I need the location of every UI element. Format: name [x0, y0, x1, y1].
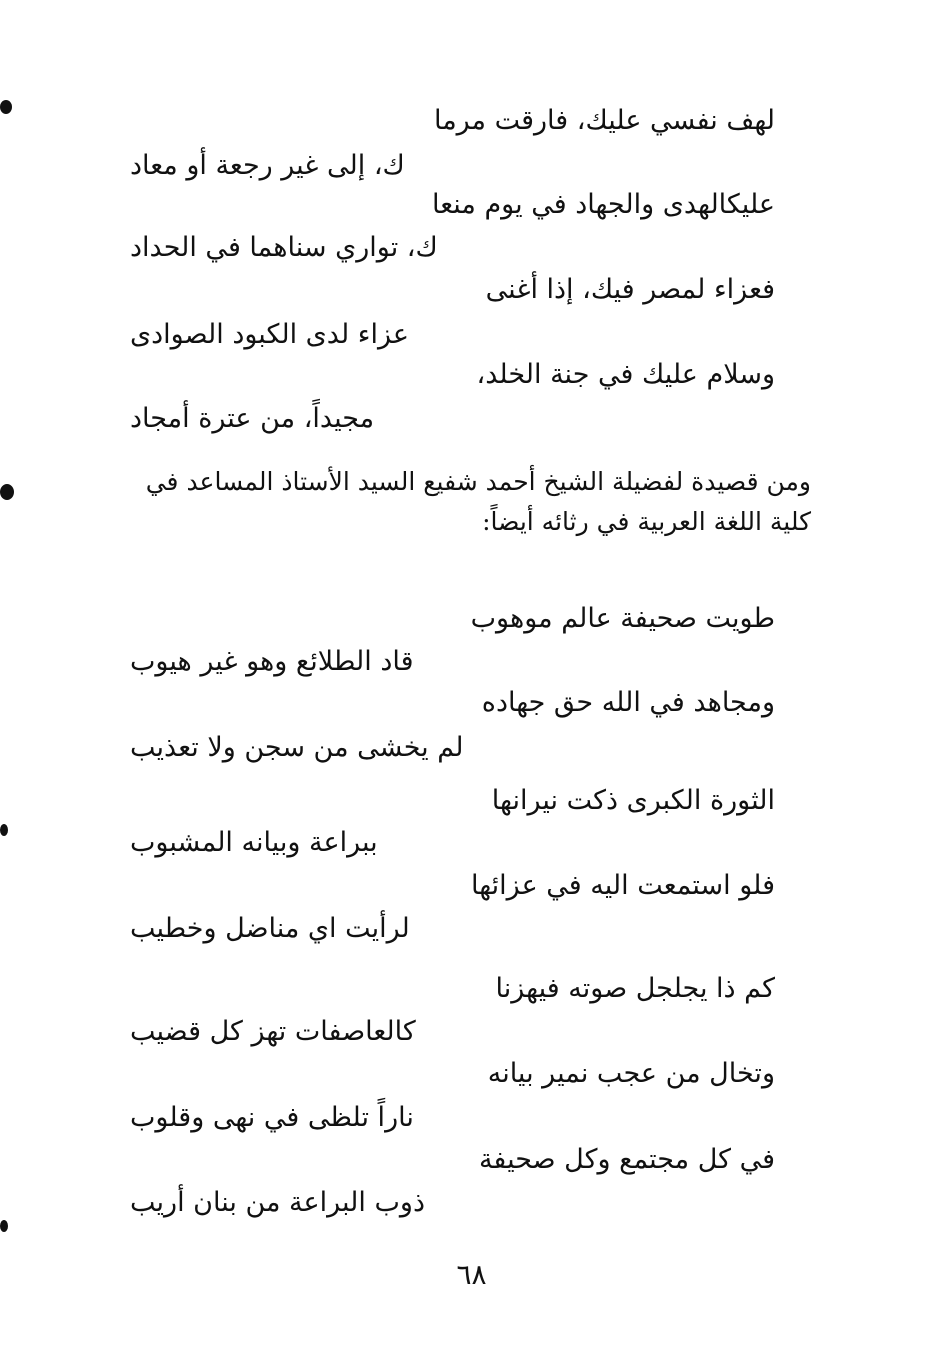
page-number: ٦٨ — [456, 1258, 487, 1291]
verse-line: لرأيت اي مناضل وخطيب — [130, 913, 410, 944]
intro-paragraph: ومن قصيدة لفضيلة الشيخ أحمد شفيع السيد الأستاذ المساعد في كلية اللغة العربية في رثائه أيضاً: — [145, 467, 811, 536]
verse-line: ك، إلى غير رجعة أو معاد — [130, 150, 405, 181]
verse-line: فلو استمعت اليه في عزائها — [470, 870, 775, 901]
verse-line: فعزاء لمصر فيك، إذا أغنى — [485, 274, 775, 305]
verse-line: وتخال من عجب نمير بيانه — [487, 1058, 775, 1089]
binding-mark — [0, 824, 8, 836]
verse-line: قاد الطلائع وهو غير هيوب — [130, 646, 414, 677]
verse-line: ك، تواري سناهما في الحداد — [130, 232, 438, 263]
verse-line: ذوب البراعة من بنان أريب — [130, 1187, 425, 1218]
binding-mark — [0, 484, 14, 500]
verse-line: كم ذا يجلجل صوته فيهزنا — [495, 973, 775, 1004]
verse-line: مجيداً، من عترة أمجاد — [130, 403, 375, 434]
verse-line: عليكالهدى والجهاد في يوم منعا — [432, 189, 775, 220]
verse-line: في كل مجتمع وكل صحيفة — [478, 1144, 775, 1175]
verse-line: الثورة الكبرى ذكت نيرانها — [491, 785, 775, 816]
verse-line: عزاء لدى الكبود الصوادى — [130, 319, 409, 350]
verse-line: ومجاهد في الله حق جهاده — [481, 687, 775, 718]
verse-line: كالعاصفات تهز كل قضيب — [130, 1016, 416, 1047]
verse-line: ببراعة وبيانه المشبوب — [130, 827, 378, 858]
verse-line: لم يخشى من سجن ولا تعذيب — [130, 732, 464, 763]
binding-mark — [0, 1220, 8, 1232]
verse-line: وسلام عليك في جنة الخلد، — [476, 359, 775, 390]
binding-mark — [0, 100, 12, 114]
verse-line: لهف نفسي عليك، فارقت مرما — [433, 105, 775, 136]
verse-line: ناراً تلظى في نهى وقلوب — [130, 1102, 414, 1133]
verse-line: طويت صحيفة عالم موهوب — [470, 603, 775, 634]
